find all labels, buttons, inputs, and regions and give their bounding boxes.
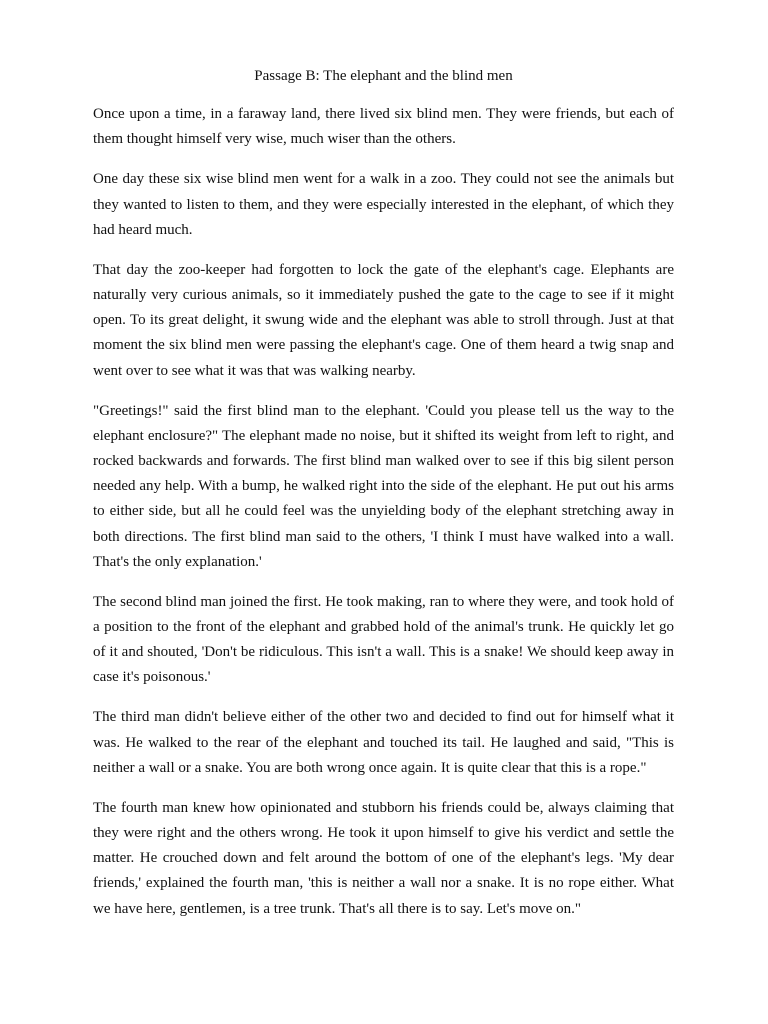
document-page [93, 64, 674, 937]
paragraph-6: The third man didn't believe either of the other two and decided to find out for himself what it was. He walked to the rear of the elephant and touched its tail. He laughed and said, "This is neither a wall or a snake. You are both wrong once again. It is quite clear that this is a rope." [93, 709, 674, 776]
paragraph-3: That day the zoo-keeper had forgotten to lock the gate of the elephant's cage. Elephants are naturally very curious animals, so it immediately pushed the gate to the cage to see if it might open. To its great delight, it swung wide and the elephant was able to stroll through. Just at that moment the six blind men were passing the elephant's cage. One of them heard a twig snap and went over to see what it was that was walking nearby. [93, 261, 674, 379]
paragraph-4: "Greetings!" said the first blind man to the elephant. 'Could you please tell us the way to the elephant enclosure?" The elephant made no noise, but it shifted its weight from left to right, and rocked backwards and forwards. The first blind man walked over to see if this big silent person needed any help. With a bump, he walked right into the side of the elephant. He put out his arms to either side, but all he could feel was the unyielding body of the elephant stretching away in both directions. The first blind man said to the others, 'I think I must have walked into a wall. That's the only explanation.' [93, 402, 674, 570]
paragraph-1: Once upon a time, in a faraway land, there lived six blind men. They were friends, but each of them thought himself very wise, much wiser than the others. [93, 106, 674, 148]
passage-title: Passage B: The elephant and the blind men [254, 68, 513, 84]
paragraph-2: One day these six wise blind men went for a walk in a zoo. They could not see the animals but they wanted to listen to them, and they were especially interested in the elephant, of which they had heard much. [93, 171, 674, 238]
paragraph-7: The fourth man knew how opinionated and stubborn his friends could be, always claiming that they were right and the others wrong. He took it upon himself to give his verdict and settle the matter. He crouched down and felt around the bottom of one of the elephant's legs. 'My dear friends,' explained the fourth man, 'this is neither a wall nor a snake. It is no rope either. What we have here, gentlemen, is a tree trunk. That's all there is to say. Let's move on." [93, 799, 674, 917]
paragraph-5: The second blind man joined the first. He took making, ran to where they were, and took hold of a position to the front of the elephant and grabbed hold of the animal's trunk. He quickly let go of it and shouted, 'Don't be ridiculous. This isn't a wall. This is a snake! We should keep away in case it's poisonous.' [93, 593, 674, 686]
